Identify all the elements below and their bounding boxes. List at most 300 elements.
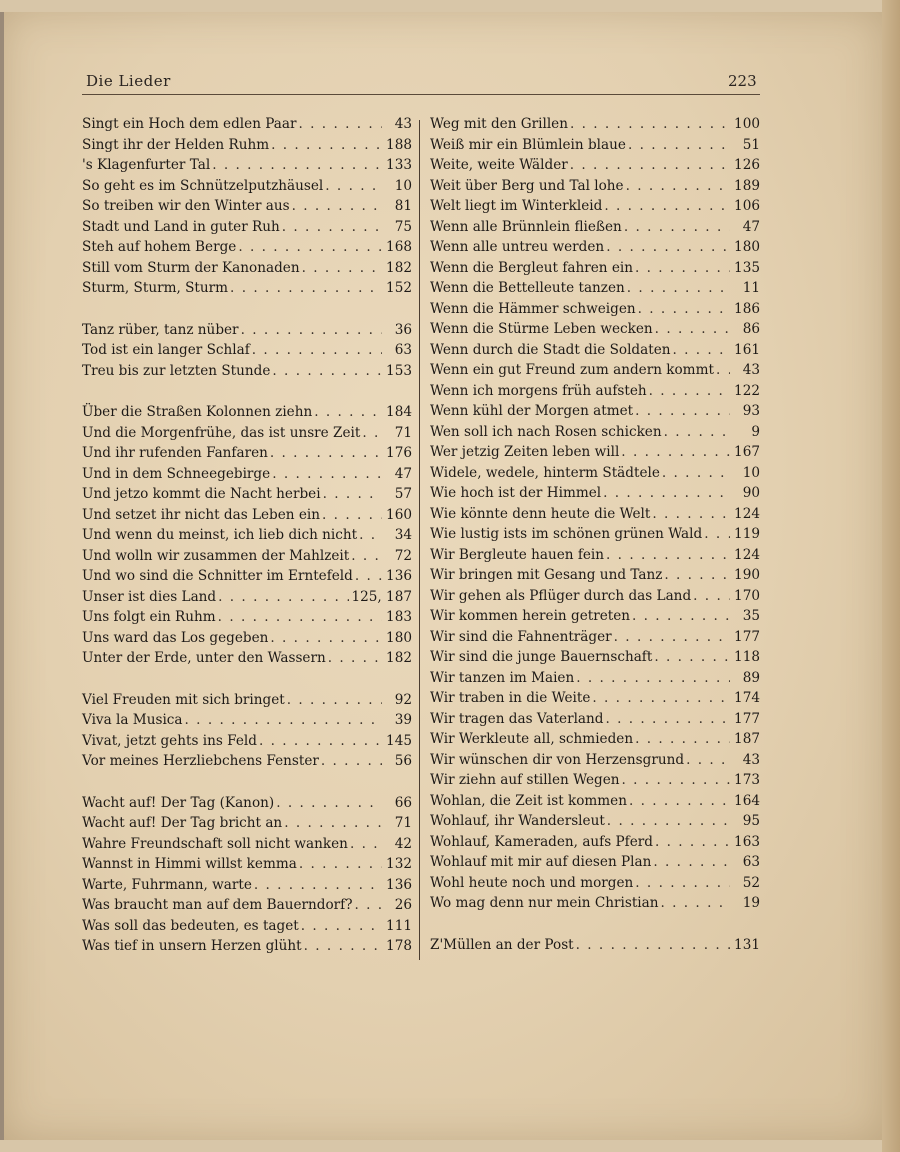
index-entry — [82, 445, 412, 466]
dot-leader — [635, 875, 730, 891]
index-entry — [82, 589, 412, 610]
dot-leader — [299, 856, 382, 872]
song-title: Uns ward das Los gegeben — [82, 629, 269, 646]
dot-leader — [259, 733, 382, 749]
dot-leader — [212, 157, 382, 173]
song-page-number: 190 — [734, 567, 760, 583]
song-title: So geht es im Schnützelputzhäusel — [82, 177, 324, 194]
dot-leader — [271, 137, 382, 153]
dot-leader — [272, 466, 382, 482]
dot-leader — [621, 444, 730, 460]
dot-leader — [322, 507, 382, 523]
song-page-number: 47 — [394, 465, 412, 482]
index-entry — [430, 424, 760, 445]
song-title: Tanz rüber, tanz nüber — [82, 321, 239, 338]
song-title: Wenn die Hämmer schweigen — [430, 300, 636, 317]
song-page-number: 71 — [394, 424, 412, 441]
song-title: Und wenn du meinst, ich lieb dich nicht — [82, 527, 358, 543]
index-entry — [82, 753, 412, 774]
song-title: Wenn alle Brünnlein fließen — [430, 218, 622, 235]
dot-leader — [355, 568, 382, 584]
song-page-number: 161 — [734, 341, 760, 358]
index-entry — [430, 280, 760, 301]
song-title: Wacht auf! Der Tag bricht an — [82, 815, 283, 831]
dot-leader — [632, 608, 730, 624]
dot-leader — [652, 506, 730, 522]
song-page-number: 47 — [742, 218, 760, 235]
dot-leader — [323, 486, 382, 502]
dot-leader — [570, 157, 730, 173]
index-entry — [82, 856, 412, 877]
index-entry — [82, 239, 412, 260]
index-entry — [430, 260, 760, 281]
song-title: Wir ziehn auf stillen Wegen — [430, 772, 620, 788]
song-title: Warte, Fuhrmann, warte — [82, 876, 252, 893]
song-page-number: 19 — [742, 895, 760, 911]
dot-leader — [655, 834, 730, 850]
index-entry — [430, 834, 760, 855]
song-page-number: 174 — [734, 690, 760, 706]
song-page-number: 178 — [386, 938, 412, 954]
song-page-number: 89 — [742, 669, 760, 686]
dot-leader — [328, 650, 382, 666]
dot-leader — [301, 918, 382, 934]
song-page-number: 35 — [742, 608, 760, 624]
section-gap — [82, 301, 412, 322]
song-page-number: 11 — [742, 280, 760, 296]
dot-leader — [638, 301, 730, 317]
dot-leader — [606, 239, 730, 255]
song-title: Welt liegt im Winterkleid — [430, 198, 603, 214]
song-title: Und wolln wir zusammen der Mahlzeit — [82, 547, 350, 564]
song-title: Wir Werkleute all, schmieden — [430, 731, 634, 747]
song-title: Viel Freuden mit sich bringet — [82, 691, 285, 708]
song-page-number: 132 — [386, 856, 412, 872]
dot-leader — [605, 711, 730, 727]
index-entry — [430, 239, 760, 260]
song-page-number: 36 — [394, 321, 412, 338]
index-entry — [430, 670, 760, 691]
song-title: Wir gehen als Pflüger durch das Land — [430, 587, 692, 604]
index-entry — [430, 690, 760, 711]
song-title: Wir tragen das Vaterland — [430, 710, 604, 727]
song-page-number: 122 — [734, 382, 760, 399]
song-title: Wacht auf! Der Tag (Kanon) — [82, 794, 275, 811]
dot-leader — [252, 342, 382, 358]
index-entry — [82, 650, 412, 671]
dot-leader — [276, 795, 382, 811]
index-column-right — [430, 116, 760, 957]
index-entry — [82, 897, 412, 918]
index-entry — [430, 629, 760, 650]
song-title: Weg mit den Grillen — [430, 116, 568, 132]
index-column-left — [82, 116, 412, 959]
dot-leader — [218, 609, 382, 625]
song-title: Stadt und Land in guter Ruh — [82, 218, 280, 235]
dot-leader — [603, 485, 730, 501]
song-title: Z'Müllen an der Post — [430, 936, 574, 953]
dot-leader — [662, 465, 730, 481]
index-entry — [82, 425, 412, 446]
index-entry — [430, 342, 760, 363]
song-page-number: 34 — [394, 527, 412, 543]
index-entry — [82, 137, 412, 158]
song-page-number: 153 — [386, 362, 412, 379]
song-page-number: 118 — [734, 649, 760, 665]
song-title: Singt ihr der Helden Ruhm — [82, 136, 270, 153]
dot-leader — [635, 260, 730, 276]
index-entry — [430, 383, 760, 404]
dot-leader — [606, 547, 730, 563]
song-title: Wenn ich morgens früh aufsteh — [430, 382, 647, 399]
dot-leader — [661, 895, 731, 911]
dot-leader — [653, 854, 730, 870]
dot-leader — [238, 239, 382, 255]
index-entry — [82, 938, 412, 959]
index-entry — [82, 260, 412, 281]
song-title: Wir bringen mit Gesang und Tanz — [430, 567, 663, 583]
index-entry — [82, 548, 412, 569]
dot-leader — [570, 116, 730, 132]
index-entry — [430, 465, 760, 486]
song-title: Wir sind die junge Bauernschaft — [430, 649, 653, 665]
song-title: Viva la Musica — [82, 712, 183, 728]
song-title: Was soll das bedeuten, es taget — [82, 917, 299, 934]
dot-leader — [704, 526, 730, 542]
index-entry — [430, 711, 760, 732]
song-page-number: 100 — [734, 116, 760, 132]
song-title: Und setzet ihr nicht das Leben ein — [82, 506, 321, 523]
song-page-number: 177 — [734, 628, 760, 645]
song-page-number: 168 — [386, 239, 412, 255]
dot-leader — [351, 548, 382, 564]
dot-leader — [359, 527, 382, 543]
dot-leader — [299, 116, 382, 132]
index-entry — [430, 937, 760, 958]
column-rule — [419, 120, 420, 960]
index-entry — [430, 137, 760, 158]
song-page-number: 86 — [742, 321, 760, 337]
dot-leader — [624, 219, 730, 235]
song-page-number: 188 — [386, 136, 412, 153]
index-entry — [430, 854, 760, 875]
index-entry — [82, 280, 412, 301]
song-title: Wie hoch ist der Himmel — [430, 485, 602, 501]
song-title: Wenn alle untreu werden — [430, 239, 605, 255]
song-title: Wie könnte denn heute die Welt — [430, 505, 651, 522]
song-title: Sturm, Sturm, Sturm — [82, 280, 229, 296]
song-page-number: 125, 187 — [351, 588, 412, 605]
song-page-number: 186 — [734, 300, 760, 317]
page-number: 223 — [728, 72, 757, 90]
dot-leader — [272, 363, 382, 379]
song-page-number: 126 — [734, 157, 760, 173]
song-page-number: 72 — [394, 547, 412, 564]
dot-leader — [241, 322, 382, 338]
song-page-number: 167 — [734, 444, 760, 460]
dot-leader — [654, 649, 730, 665]
song-title: Wohlan, die Zeit ist kommen — [430, 792, 627, 809]
song-title: Wir tanzen im Maien — [430, 669, 575, 686]
index-entry — [82, 178, 412, 199]
dot-leader — [627, 280, 730, 296]
dot-leader — [626, 178, 730, 194]
song-title: Wen soll ich nach Rosen schicken — [430, 423, 662, 440]
index-entry — [430, 895, 760, 916]
song-page-number: 81 — [394, 198, 412, 214]
index-entry — [82, 568, 412, 589]
index-entry — [430, 526, 760, 547]
song-title: Weiß mir ein Blümlein blaue — [430, 136, 626, 153]
song-page-number: 180 — [734, 239, 760, 255]
dot-leader — [614, 629, 730, 645]
song-title: Wenn kühl der Morgen atmet — [430, 403, 634, 419]
index-entry — [82, 527, 412, 548]
song-title: Still vom Sturm der Kanonaden — [82, 259, 300, 276]
index-entry — [430, 793, 760, 814]
song-page-number: 187 — [734, 731, 760, 747]
song-page-number: 131 — [734, 936, 760, 953]
song-title: Wannst in Himmi willst kemma — [82, 856, 297, 872]
song-title: Uns folgt ein Ruhm — [82, 609, 216, 625]
index-entry — [82, 507, 412, 528]
index-entry — [82, 712, 412, 733]
dot-leader — [302, 260, 382, 276]
index-entry — [82, 692, 412, 713]
index-entry — [430, 752, 760, 773]
song-page-number: 164 — [734, 792, 760, 809]
song-title: Und ihr rufenden Fanfaren — [82, 445, 268, 461]
song-page-number: 136 — [386, 876, 412, 893]
index-entry — [82, 815, 412, 836]
index-entry — [430, 178, 760, 199]
section-gap — [82, 671, 412, 692]
song-page-number: 56 — [394, 753, 412, 769]
song-title: Und jetzo kommt die Nacht herbei — [82, 486, 321, 502]
song-title: Wohlauf, Kameraden, aufs Pferd — [430, 833, 653, 850]
running-head: Die Lieder — [86, 72, 171, 90]
song-title: Wir wünschen dir von Herzensgrund — [430, 751, 685, 768]
song-title: Vor meines Herzliebchens Fenster — [82, 753, 319, 769]
song-title: Wohlauf, ihr Wandersleut — [430, 813, 605, 829]
index-entry — [430, 731, 760, 752]
index-entry — [82, 630, 412, 651]
dot-leader — [576, 670, 730, 686]
dot-leader — [314, 404, 382, 420]
song-title: Unter der Erde, unter den Wassern — [82, 650, 326, 666]
song-page-number: 90 — [742, 485, 760, 501]
index-entry — [82, 404, 412, 425]
index-entry — [430, 813, 760, 834]
dot-leader — [270, 445, 382, 461]
song-page-number: 170 — [734, 587, 760, 604]
index-entry — [430, 157, 760, 178]
song-page-number: 184 — [386, 404, 412, 420]
dot-leader — [649, 383, 730, 399]
dot-leader — [362, 425, 382, 441]
song-page-number: 160 — [386, 506, 412, 523]
song-page-number: 177 — [734, 710, 760, 727]
song-title: Und die Morgenfrühe, das ist unsre Zeit — [82, 424, 361, 441]
song-page-number: 10 — [394, 177, 412, 194]
song-title: Was braucht man auf dem Bauerndorf? — [82, 897, 353, 913]
dot-leader — [664, 567, 730, 583]
song-title: Wir traben in die Weite — [430, 690, 591, 706]
song-page-number: 180 — [386, 629, 412, 646]
index-entry — [82, 795, 412, 816]
song-title: Widele, wedele, hinterm Städtele — [430, 464, 660, 481]
song-title: Treu bis zur letzten Stunde — [82, 362, 271, 379]
index-entry — [82, 836, 412, 857]
dot-leader — [292, 198, 382, 214]
song-title: Wohlauf mit mir auf diesen Plan — [430, 854, 652, 870]
index-entry — [430, 301, 760, 322]
dot-leader — [185, 712, 382, 728]
song-page-number: 42 — [394, 835, 412, 852]
dot-leader — [604, 198, 730, 214]
index-entry — [430, 403, 760, 424]
song-page-number: 51 — [742, 136, 760, 153]
dot-leader — [287, 692, 382, 708]
song-title: So treiben wir den Winter aus — [82, 198, 290, 214]
dot-leader — [576, 937, 730, 953]
dot-leader — [254, 877, 382, 893]
song-title: Wir sind die Fahnenträger — [430, 628, 612, 645]
song-title: Wenn die Stürme Leben wecken — [430, 321, 653, 337]
dot-leader — [629, 793, 730, 809]
song-title: Wo mag denn nur mein Christian — [430, 895, 659, 911]
song-title: Wahre Freundschaft soll nicht wanken — [82, 835, 348, 852]
dot-leader — [686, 752, 730, 768]
dot-leader — [716, 362, 730, 378]
dot-leader — [355, 897, 383, 913]
index-entry — [82, 219, 412, 240]
song-page-number: 66 — [394, 794, 412, 811]
song-title: Vivat, jetzt gehts ins Feld — [82, 732, 257, 749]
song-title: Über die Straßen Kolonnen ziehn — [82, 404, 313, 420]
index-entry — [82, 363, 412, 384]
song-page-number: 173 — [734, 772, 760, 788]
song-page-number: 163 — [734, 833, 760, 850]
index-entry — [430, 444, 760, 465]
song-title: Und in dem Schneegebirge — [82, 465, 271, 482]
song-page-number: 75 — [394, 218, 412, 235]
song-title: Was tief in unsern Herzen glüht — [82, 938, 302, 954]
song-page-number: 93 — [742, 403, 760, 419]
song-page-number: 43 — [742, 751, 760, 768]
dot-leader — [628, 137, 730, 153]
song-title: Wir kommen herein getreten — [430, 608, 631, 624]
song-page-number: 43 — [742, 362, 760, 378]
song-page-number: 9 — [751, 423, 760, 440]
song-page-number: 135 — [734, 259, 760, 276]
dot-leader — [304, 938, 382, 954]
dot-leader — [673, 342, 731, 358]
song-title: Wenn die Bettelleute tanzen — [430, 280, 625, 296]
dot-leader — [607, 813, 730, 829]
index-entry — [430, 506, 760, 527]
song-page-number: 145 — [386, 732, 412, 749]
index-entry — [82, 116, 412, 137]
song-title: Weite, weite Wälder — [430, 157, 568, 173]
song-page-number: 57 — [394, 486, 412, 502]
dot-leader — [218, 589, 349, 605]
index-entry — [82, 157, 412, 178]
section-gap — [82, 774, 412, 795]
index-entry — [82, 918, 412, 939]
song-page-number: 189 — [734, 177, 760, 194]
song-title: Wir Bergleute hauen fein — [430, 546, 605, 563]
index-entry — [430, 588, 760, 609]
song-title: Wer jetzig Zeiten leben will — [430, 444, 620, 460]
index-entry — [430, 321, 760, 342]
index-entry — [82, 486, 412, 507]
index-entry — [430, 198, 760, 219]
song-title: Steh auf hohem Berge — [82, 239, 237, 255]
dot-leader — [321, 753, 382, 769]
song-page-number: 183 — [386, 609, 412, 625]
dot-leader — [592, 690, 730, 706]
song-page-number: 26 — [394, 897, 412, 913]
song-page-number: 63 — [394, 342, 412, 358]
song-title: Wenn durch die Stadt die Soldaten — [430, 341, 671, 358]
dot-leader — [635, 403, 730, 419]
page-edge — [882, 0, 900, 1152]
song-title: Wenn die Bergleut fahren ein — [430, 259, 633, 276]
index-entry — [430, 362, 760, 383]
song-page-number: 176 — [386, 445, 412, 461]
header-rule — [82, 94, 760, 95]
index-entry — [430, 875, 760, 896]
song-page-number: 111 — [386, 917, 412, 934]
dot-leader — [270, 630, 382, 646]
dot-leader — [622, 772, 730, 788]
song-page-number: 152 — [386, 280, 412, 296]
index-entry — [430, 608, 760, 629]
song-page-number: 106 — [734, 198, 760, 214]
song-title: Wenn ein gut Freund zum andern kommt — [430, 362, 714, 378]
index-entry — [82, 609, 412, 630]
song-page-number: 136 — [386, 568, 412, 584]
song-title: Wohl heute noch und morgen — [430, 874, 634, 891]
dot-leader — [350, 836, 382, 852]
index-entry — [430, 567, 760, 588]
dot-leader — [655, 321, 730, 337]
dot-leader — [284, 815, 382, 831]
dot-leader — [325, 178, 382, 194]
dot-leader — [230, 280, 382, 296]
index-entry — [82, 877, 412, 898]
index-entry — [430, 649, 760, 670]
dot-leader — [693, 588, 730, 604]
song-page-number: 43 — [394, 116, 412, 132]
song-title: Tod ist ein langer Schlaf — [82, 342, 250, 358]
song-title: Weit über Berg und Tal lohe — [430, 177, 624, 194]
song-page-number: 124 — [734, 505, 760, 522]
index-entry — [430, 485, 760, 506]
song-page-number: 10 — [742, 464, 760, 481]
index-entry — [430, 772, 760, 793]
song-page-number: 39 — [394, 712, 412, 728]
song-page-number: 95 — [742, 813, 760, 829]
index-entry — [430, 219, 760, 240]
index-entry — [82, 342, 412, 363]
song-page-number: 92 — [394, 691, 412, 708]
song-title: Und wo sind die Schnitter im Erntefeld — [82, 568, 353, 584]
song-title: Wie lustig ists im schönen grünen Wald — [430, 526, 703, 542]
dot-leader — [664, 424, 730, 440]
song-title: Singt ein Hoch dem edlen Paar — [82, 116, 297, 132]
